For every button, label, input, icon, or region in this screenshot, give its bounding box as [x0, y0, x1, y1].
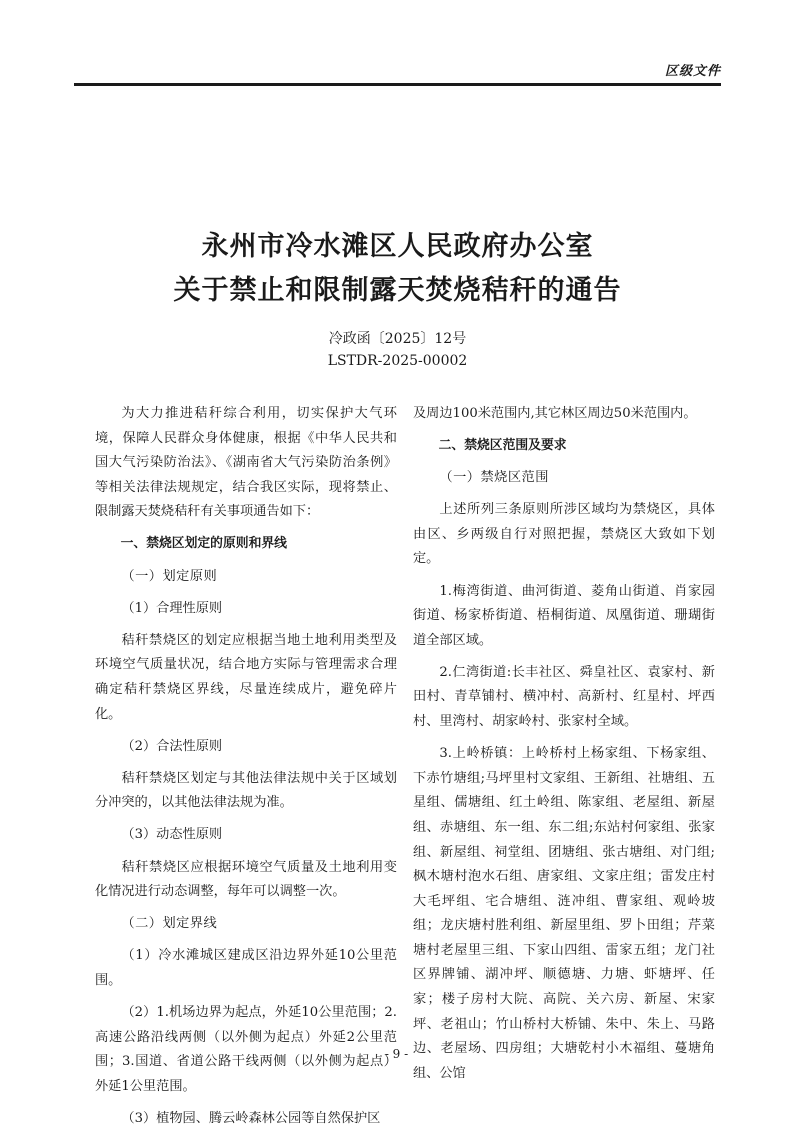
heading-section-1: 一、禁烧区划定的原则和界线: [120, 536, 287, 552]
list-item: 3.上岭桥镇：上岭桥村上杨家组、下杨家组、下赤竹塘组;马坪里村文家组、王新组、社塘组、五星组、儒塘组、红土岭组、陈家组、老屋组、新屋组、赤塘组、东一组、东二组;东站村何家组、张家组、新屋组、祠堂组、团塘组、张古塘组、对门组;枫木塘村泡水石组、唐家组、文家庄组；雷发庄村大毛坪组、宅合塘组、涟冲组、曹家组、观岭坡组；龙庆塘村胜利组、新屋里组、罗卜田组；芹菜塘村老屋里三组、下家山四组、雷家五组；龙门社区界牌铺、湖冲坪、顺德塘、力塘、虾塘坪、任家；楼子房村大院、高院、关六房、新屋、宋家坪、老祖山；竹山桥村大桥铺、朱中、朱上、马路边、老屋场、四房组；大塘乾村小木福组、蔓塘角组、公馆: [413, 746, 715, 1081]
list-item: （3）植物园、腾云岭森林公园等自然保护区: [121, 1110, 381, 1126]
right-column: [413, 402, 715, 1094]
document-title: [74, 225, 721, 313]
header-label: 区级文件: [664, 64, 721, 79]
paragraph-intro: 为大力推进秸秆综合利用，切实保护大气环境，保障人民群众身体健康，根据《中华人民共和国大气污染防治法》、《湖南省大气污染防治条例》等相关法律法规规定，结合我区实际，现将禁止、限制露天焚烧秸秆有关事项通告如下：: [95, 406, 397, 520]
paragraph-continued: 及周边100米范围内,其它林区周边50米范围内。: [413, 406, 697, 421]
document-number: 冷政函〔2025〕12号: [328, 331, 467, 347]
paragraph: 秸秆禁烧区的划定应根据当地土地利用类型及环境空气质量状况，结合地方实际与管理需求合理确定秸秆禁烧区界线，尽量连续成片，避免碎片化。: [95, 632, 397, 722]
title-line-2: 关于禁止和限制露天焚烧秸秆的通告: [173, 275, 622, 306]
heading-subsection: （一）划定原则: [121, 568, 218, 584]
left-column: [95, 402, 397, 1139]
document-code: LSTDR-2025-00002: [327, 353, 468, 369]
list-item: （1）冷水滩城区建成区沿边界外延10公里范围。: [95, 948, 397, 988]
heading-principle: （2）合法性原则: [121, 738, 223, 754]
list-item: （2）1.机场边界为起点，外延10公里范围；2.高速公路沿线两侧（以外侧为起点）外延2公里范围；3.国道、省道公路干线两侧（以外侧为起点）外延1公里范围。: [95, 1004, 397, 1094]
list-item: 2.仁湾街道:长丰社区、舜皇社区、袁家村、新田村、青草铺村、横冲村、高新村、红星村、坪西村、里湾村、胡家岭村、张家村全域。: [413, 664, 715, 730]
document-number-block: [74, 328, 721, 372]
list-item: 1.梅湾街道、曲河街道、菱角山街道、肖家园街道、杨家桥街道、梧桐街道、凤凰街道、珊瑚街道全部区域。: [413, 583, 715, 648]
heading-principle: （3）动态性原则: [121, 827, 223, 843]
header-rule: [74, 83, 721, 86]
paragraph: 上述所列三条原则所涉区域均为禁烧区，具体由区、乡两级自行对照把握，禁烧区大致如下划定。: [413, 502, 715, 567]
heading-subsection: （一）禁烧区范围: [439, 470, 549, 486]
page-number: - 9 -: [384, 1047, 409, 1061]
title-line-1: 永州市冷水滩区人民政府办公室: [201, 231, 594, 262]
paragraph: 秸秆禁烧区划定与其他法律法规中关于区域划分冲突的，以其他法律法规为准。: [95, 770, 397, 811]
paragraph: 秸秆禁烧区应根据环境空气质量及土地利用变化情况进行动态调整，每年可以调整一次。: [95, 859, 397, 900]
heading-principle: （1）合理性原则: [121, 600, 223, 616]
heading-section-2: 二、禁烧区范围及要求: [438, 438, 567, 454]
heading-subsection: （二）划定界线: [121, 916, 218, 932]
